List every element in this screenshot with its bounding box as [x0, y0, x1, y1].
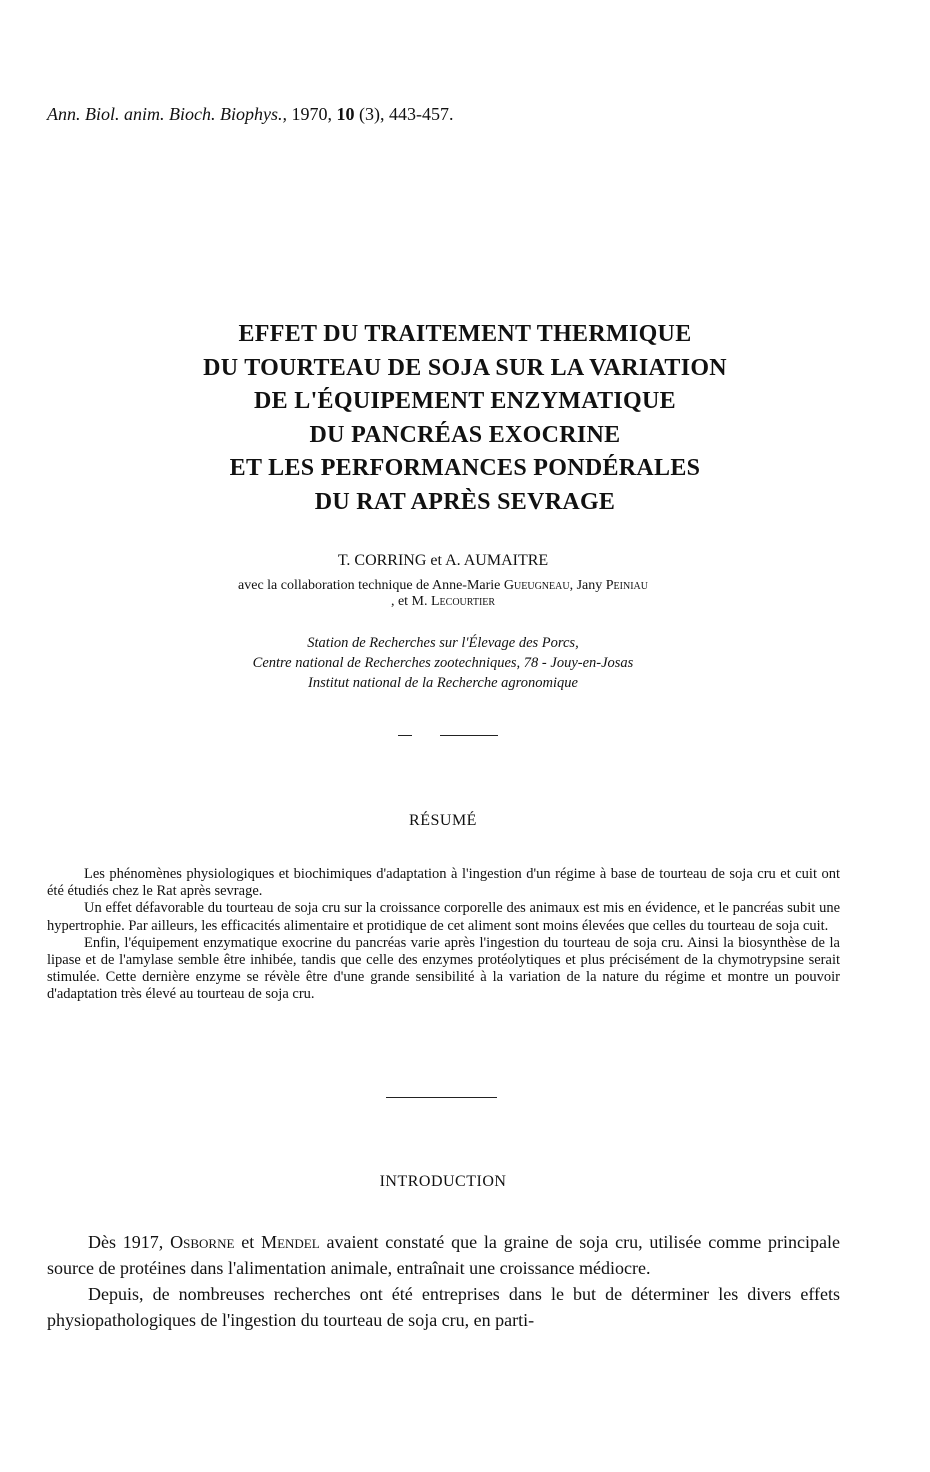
- text-run: et: [234, 1232, 262, 1252]
- journal-name: Ann. Biol. anim. Bioch. Biophys.,: [47, 104, 287, 124]
- affiliation-line: Centre national de Recherches zootechniques, 78 - Jouy-en-Josas: [252, 655, 634, 671]
- collab-separator: , Jany: [569, 578, 606, 593]
- authors: T. CORRING et A. AUMAITRE: [337, 552, 549, 569]
- title-line: DU TOURTEAU DE SOJA SUR LA VARIATION: [203, 354, 727, 381]
- journal-volume: 10: [336, 104, 355, 124]
- separator-rule: [440, 735, 498, 736]
- affiliation: [0, 633, 886, 693]
- title-line: ET LES PERFORMANCES PONDÉRALES: [229, 455, 701, 481]
- separator-rule: [386, 1097, 497, 1098]
- journal-issue-pages: (3), 443-457.: [358, 104, 454, 124]
- title-line: DU PANCRÉAS EXOCRINE: [309, 421, 621, 448]
- collab-prefix: avec la collaboration technique de Anne-Marie: [238, 578, 504, 593]
- title-line: DU RAT APRÈS SEVRAGE: [314, 488, 616, 515]
- journal-year: 1970,: [291, 104, 332, 124]
- journal-citation: [47, 104, 453, 125]
- resume-heading: RÉSUMÉ: [409, 812, 477, 829]
- title-line: DE L'ÉQUIPEMENT ENZYMATIQUE: [254, 388, 676, 414]
- collab-prefix: , et M.: [390, 594, 431, 609]
- introduction-body: [47, 1229, 840, 1333]
- article-title: [0, 318, 930, 519]
- cited-author: Mendel: [261, 1232, 320, 1252]
- body-paragraph: Depuis, de nombreuses recherches ont été entreprises dans le but de déterminer les divers effets physiopathologiques de l'ingestion du tourteau de soja cru, en parti-: [47, 1284, 840, 1330]
- title-line: EFFET DU TRAITEMENT THERMIQUE: [238, 321, 692, 347]
- body-paragraph: [47, 1229, 840, 1281]
- affiliation-line: Institut national de la Recherche agronomique: [308, 675, 578, 691]
- abstract-paragraph: Enfin, l'équipement enzymatique exocrine du pancréas varie après l'ingestion du tourteau de soja cru. Ainsi la biosynthèse de la lipase et de l'amylase semble être inhibée, tandis que celle des enzymes protéolytiques et plus précisément de la chymotrypsine serait stimulée. Cette dernière enzyme se révèle être d'une grande sensibilité à la variation de la nature du régime et montre un pouvoir d'adaptation très élevé au tourteau de soja cru.: [47, 934, 840, 1003]
- separator-rule-dashes: [398, 735, 412, 736]
- text-run: avaient constaté que la graine de soja cru, utilisée comme principale source de protéines dans l'alimentation animale, entraînait une croissance médiocre.: [47, 1232, 840, 1278]
- collab-name: Peiniau: [605, 578, 648, 593]
- introduction-heading: INTRODUCTION: [379, 1173, 507, 1190]
- collab-name: Gueugneau: [503, 578, 570, 593]
- abstract-paragraph: Un effet défavorable du tourteau de soja cru sur la croissance corporelle des animaux est mis en évidence, et le pancréas subit une hypertrophie. Par ailleurs, les efficacités alimentaire et protidique de cet aliment sont moins élevées que celles du tourteau de soja cuit.: [47, 900, 840, 934]
- text-run: Dès 1917,: [88, 1232, 171, 1252]
- abstract-paragraph: Les phénomènes physiologiques et biochimiques d'adaptation à l'ingestion d'un régime à base de tourteau de soja cru et cuit ont été étudiés chez le Rat après sevrage.: [47, 866, 840, 900]
- cited-author: Osborne: [170, 1232, 235, 1252]
- affiliation-line: Station de Recherches sur l'Élevage des Porcs,: [307, 635, 579, 651]
- collab-name: Lecourtier: [431, 594, 496, 609]
- abstract: [47, 866, 840, 1004]
- collaboration-note: [0, 578, 886, 610]
